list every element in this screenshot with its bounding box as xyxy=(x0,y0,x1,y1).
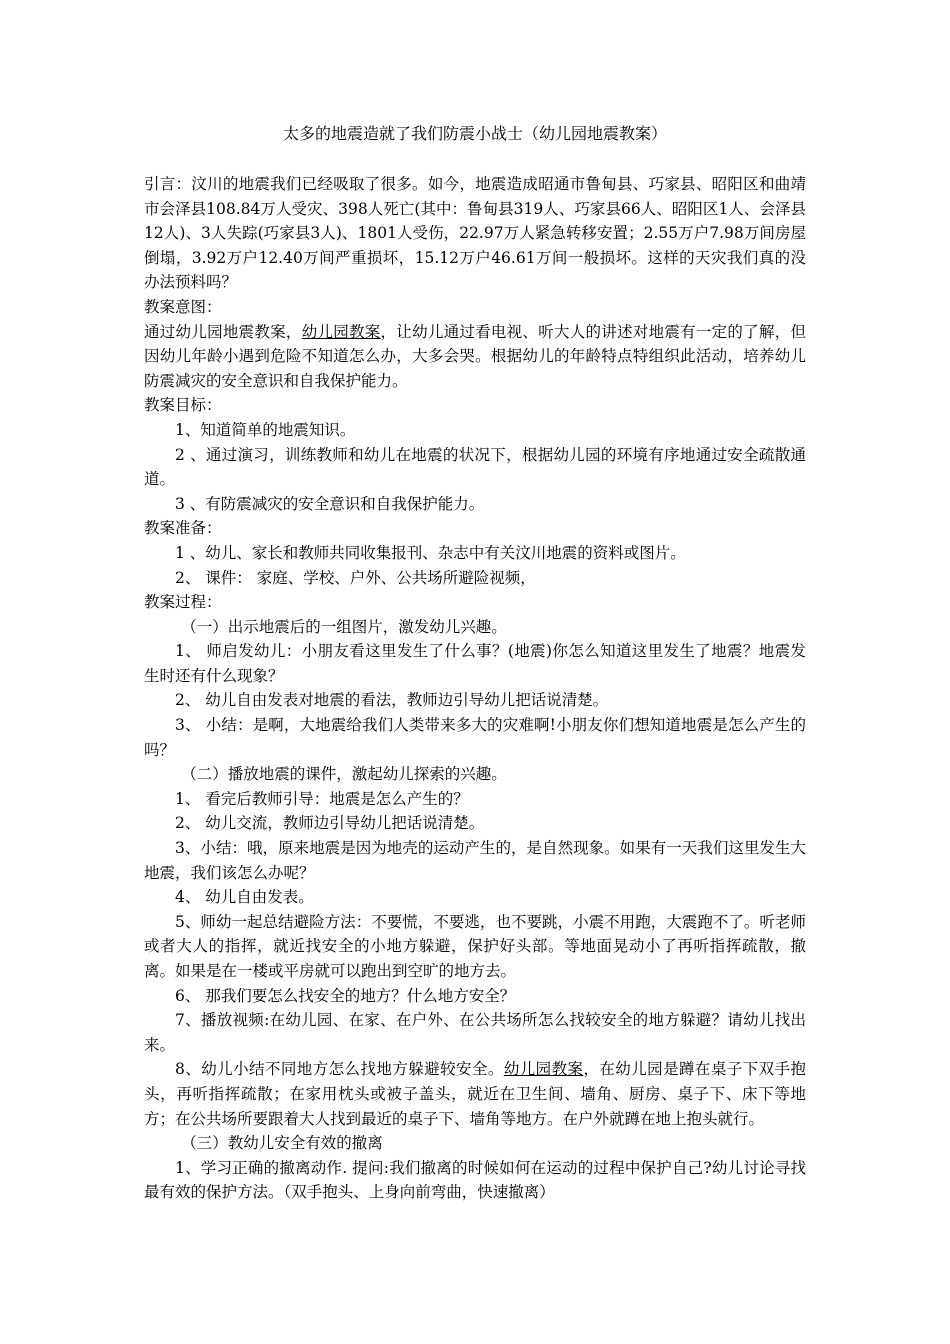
goal-item-2: 2 、通过演习，训练教师和幼儿在地震的状况下，根据幼儿园的环境有序地通过安全疏散通道。 xyxy=(144,445,806,489)
goal-item-3: 3 、有防震减灾的安全意识和自我保护能力。 xyxy=(175,494,485,513)
item-8-text-before: 8、幼儿小结不同地方怎么找地方躲避较安全。 xyxy=(175,1060,504,1079)
section-2-item-6: 6、 那我们要怎么找安全的地方？什么地方安全？ xyxy=(175,986,516,1005)
section-2-item-5: 5、师幼一起总结避险方法：不要慌，不要逃，也不要跳，小震不用跑，大震跑不了。听老师或者大人的指挥，就近找安全的小地方躲避，保护好头部。等地面晃动小了再听指挥疏散，撤离。如果是在一楼或平房就可以跑出到空旷的地方去。 xyxy=(144,912,806,980)
section-3-item-1: 1、学习正确的撤离动作. 提问:我们撤离的时候如何在运动的过程中保护自己?幼儿讨论寻找最有效的保护方法。（双手抱头、上身向前弯曲，快速撤离） xyxy=(144,1158,806,1202)
intent-paragraph xyxy=(144,320,806,394)
section-3-heading: （三）教幼儿安全有效的撤离 xyxy=(181,1134,383,1153)
section-1-item-3: 3、 小结：是啊，大地震给我们人类带来多大的灾难啊!小朋友你们想知道地震是怎么产生的吗？ xyxy=(144,716,806,759)
document-title: 太多的地震造就了我们防震小战士（幼儿园地震教案） xyxy=(282,124,667,143)
section-2-item-7: 7、播放视频:在幼儿园、在家、在户外、在公共场所怎么找较安全的地方躲避？请幼儿找出来。 xyxy=(144,1011,806,1054)
section-1-heading: （一）出示地震后的一组图片，激发幼儿兴趣。 xyxy=(181,617,507,636)
section-2-item-1: 1、 看完后教师引导：地震是怎么产生的？ xyxy=(175,789,469,808)
section-1-item-1: 1、 师启发幼儿：小朋友看这里发生了什么事？(地震)你怎么知道这里发生了地震？地震发生时还有什么现象？ xyxy=(144,642,806,685)
item-8-text-after: ，在幼儿园是蹲在桌子下双手抱头，再听指挥疏散；在家用枕头或被子盖头，就近在卫生间、墙角、厨房、桌子下、床下等地方；在公共场所要跟着大人找到最近的桌子下、墙角等地方。在户外就蹲在地上抱头就行。 xyxy=(144,1060,806,1128)
kindergarten-lesson-link[interactable]: 幼儿园教案 xyxy=(503,1060,584,1079)
section-1-item-2: 2、 幼儿自由发表对地震的看法，教师边引导幼儿把话说清楚。 xyxy=(175,691,609,710)
process-heading: 教案过程： xyxy=(144,593,222,612)
document-body xyxy=(144,172,806,1205)
section-2-item-8 xyxy=(144,1057,806,1131)
prep-item-1: 1 、幼儿、家长和教师共同收集报刊、杂志中有关汶川地震的资料或图片。 xyxy=(175,543,686,562)
intent-heading: 教案意图： xyxy=(144,297,222,316)
intro-paragraph: 引言：汶川的地震我们已经吸取了很多。如今，地震造成昭通市鲁甸县、巧家县、昭阳区和曲靖市会泽县108.84万人受灾、398人死亡(其中：鲁甸县319人、巧家县66人、昭阳区1人、会泽县12人)、3人失踪(巧家县3人)、1801人受伤，22.97万人紧急转移安置；2.55万户7.98万间房屋倒塌，3.92万户12.40万间严重损坏，15.12万户46.61万间一般损坏。这样的天灾我们真的没办法预料吗？ xyxy=(144,175,806,292)
goals-heading: 教案目标： xyxy=(144,396,222,415)
kindergarten-lesson-link[interactable]: 幼儿园教案 xyxy=(301,322,381,341)
section-2-heading: （二）播放地震的课件，激起幼儿探索的兴趣。 xyxy=(181,765,507,784)
intent-text-before: 通过幼儿园地震教案， xyxy=(144,322,302,341)
prep-item-2: 2、 课件： 家庭、学校、户外、公共场所避险视频， xyxy=(175,568,536,587)
section-2-item-4: 4、 幼儿自由发表。 xyxy=(175,888,314,907)
section-2-item-2: 2、 幼儿交流，教师边引导幼儿把话说清楚。 xyxy=(175,814,485,833)
intent-text-after: ，让幼儿通过看电视、听大人的讲述对地震有一定的了解，但因幼儿年龄小遇到危险不知道怎么办，大多会哭。根据幼儿的年龄特点特组织此活动，培养幼儿防震减灾的安全意识和自我保护能力。 xyxy=(144,322,806,390)
prep-heading: 教案准备： xyxy=(144,519,222,538)
section-2-item-3: 3、小结：哦，原来地震是因为地壳的运动产生的，是自然现象。如果有一天我们这里发生大地震，我们该怎么办呢？ xyxy=(144,839,806,882)
goal-item-1: 1、知道简单的地震知识。 xyxy=(175,420,356,439)
